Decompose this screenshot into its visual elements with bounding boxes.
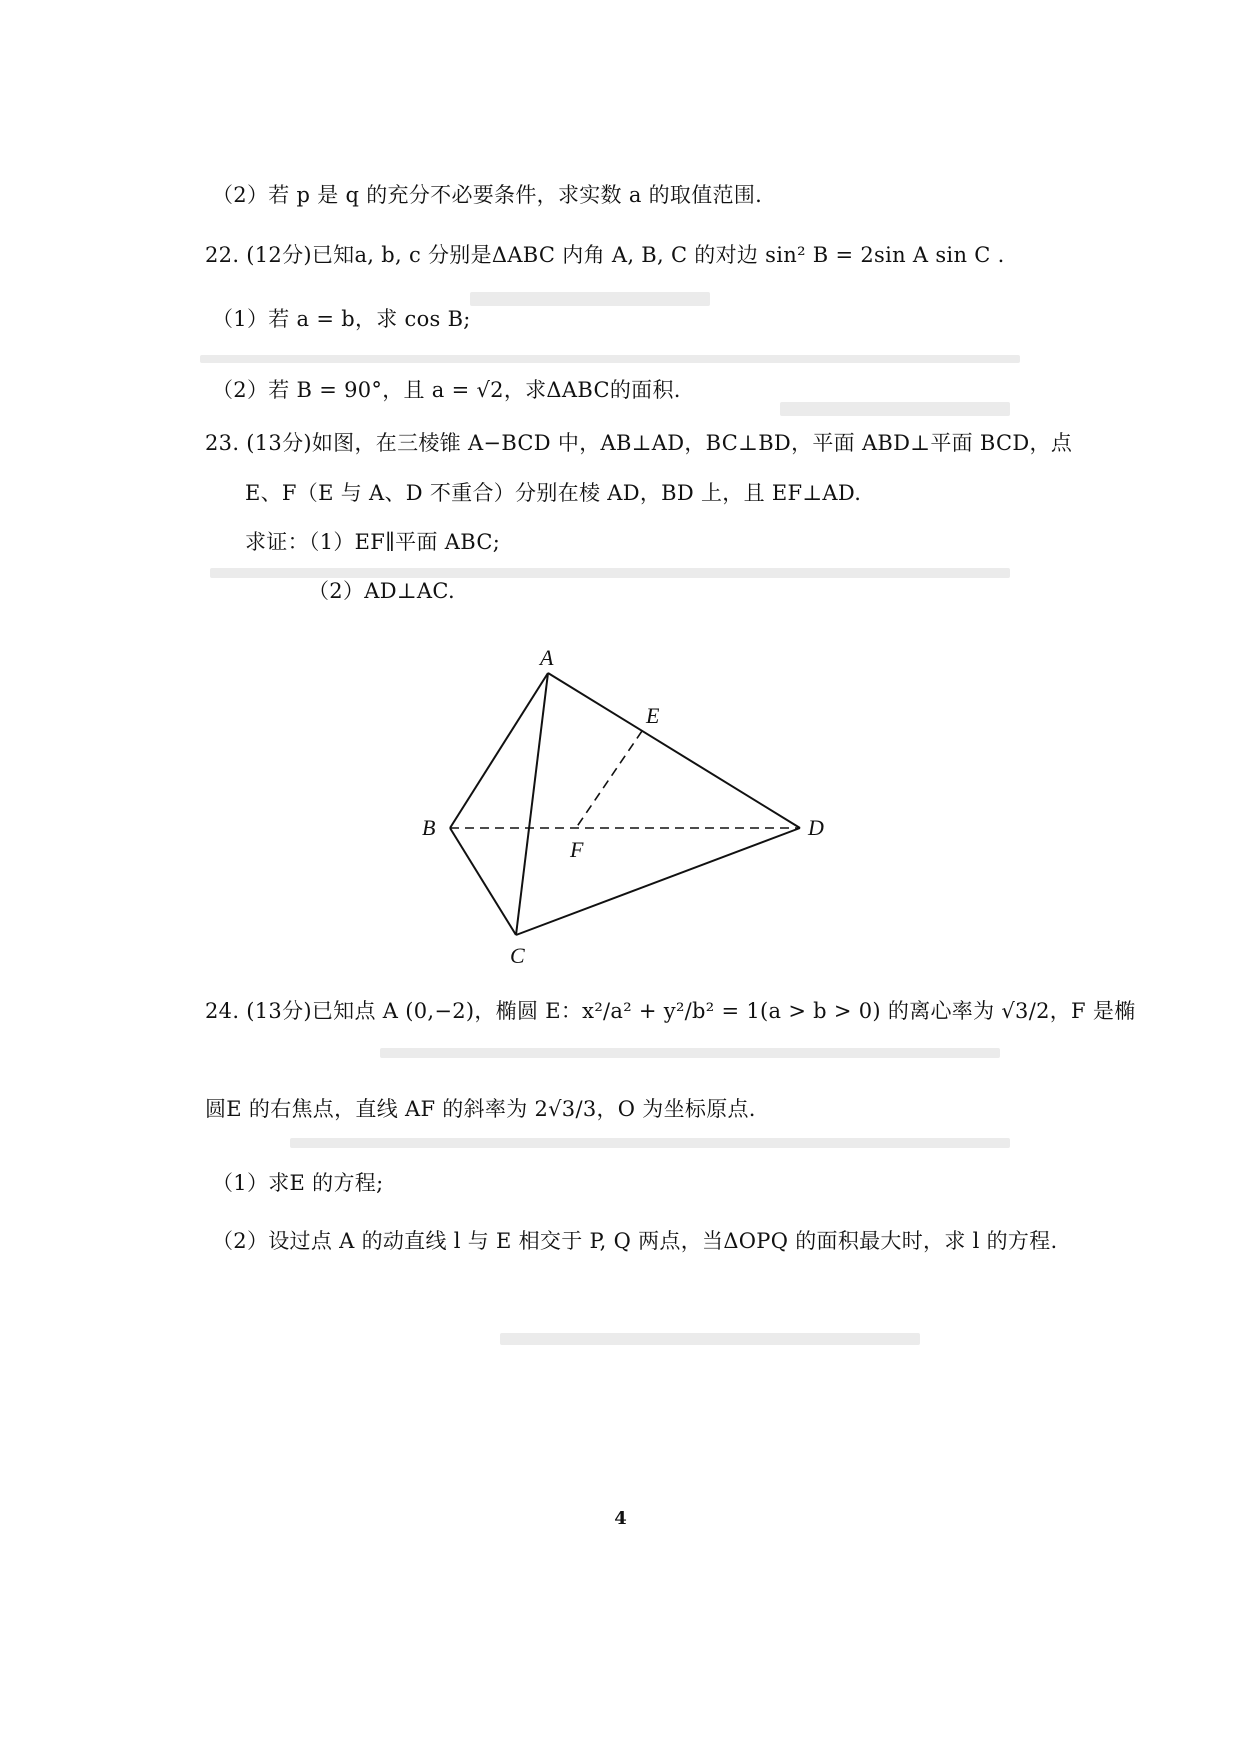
edge-cd (516, 828, 800, 935)
page-number: 4 (614, 1508, 627, 1529)
q22-part2: （2）若 B = 90°，且 a = √2，求ΔABC的面积. (212, 378, 681, 402)
scan-noise (290, 1138, 1010, 1148)
q23-heading-cont: E、F（E 与 A、D 不重合）分别在棱 AD，BD 上，且 EF⊥AD. (245, 481, 862, 505)
q22-part1: （1）若 a = b，求 cos B; (212, 307, 471, 331)
scan-noise (500, 1333, 920, 1345)
q24-heading: 24. (13分)已知点 A (0,−2)，椭圆 E：x²/a² + y²/b² = 1(a > b > 0) 的离心率为 √3/2，F 是椭 (205, 999, 1136, 1023)
q24-part1: （1）求E 的方程; (212, 1171, 384, 1195)
q24-part2: （2）设过点 A 的动直线 l 与 E 相交于 P, Q 两点，当ΔOPQ 的面积最大时，求 l 的方程. (212, 1229, 1058, 1253)
edge-ac (516, 673, 548, 935)
label-d: D (808, 815, 824, 840)
label-b: B (422, 815, 436, 840)
edge-ab (450, 673, 548, 828)
q21-part2: （2）若 p 是 q 的充分不必要条件，求实数 a 的取值范围. (212, 183, 763, 207)
scan-noise (470, 292, 710, 306)
label-e: E (646, 703, 660, 728)
tetrahedron-figure (400, 645, 840, 975)
tetrahedron-diagram (400, 645, 840, 975)
label-c: C (510, 943, 525, 968)
q24-heading-cont: 圆E 的右焦点，直线 AF 的斜率为 2√3/3，O 为坐标原点. (205, 1097, 756, 1121)
scan-noise (380, 1048, 1000, 1058)
segment-ef-dashed (576, 731, 642, 828)
scan-noise (200, 355, 1020, 363)
q23-proof1: 求证：（1）EF∥平面 ABC; (245, 530, 501, 554)
label-f: F (570, 837, 584, 862)
q23-proof2: （2）AD⊥AC. (308, 579, 455, 603)
scan-noise (780, 402, 1010, 416)
label-a: A (540, 645, 554, 670)
edge-bc (450, 828, 516, 935)
edge-ad (548, 673, 800, 828)
q22-heading: 22. (12分)已知a, b, c 分别是ΔABC 内角 A, B, C 的对边 sin² B = 2sin A sin C . (205, 243, 1005, 267)
q23-heading: 23. (13分)如图，在三棱锥 A−BCD 中，AB⊥AD，BC⊥BD，平面 ABD⊥平面 BCD，点 (205, 431, 1073, 455)
